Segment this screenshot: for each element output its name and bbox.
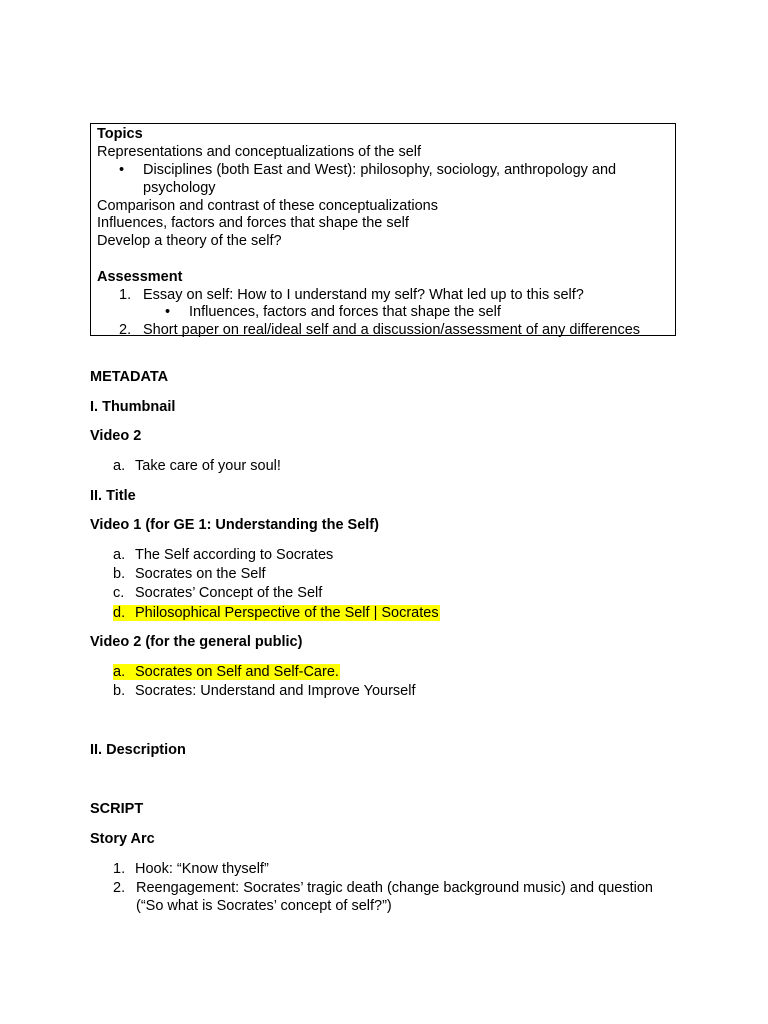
item-text: Socrates: Understand and Improve Yourself xyxy=(135,683,416,699)
item-text: Socrates on the Self xyxy=(135,566,266,582)
topics-table xyxy=(90,123,676,339)
highlight xyxy=(113,605,440,621)
list-item xyxy=(113,546,333,564)
topics-line: Comparison and contrast of these conceptualizations xyxy=(97,197,438,214)
item-marker: d. xyxy=(113,605,126,621)
topics-bullet-item xyxy=(97,161,675,197)
video2-heading: Video 2 (for the general public) xyxy=(90,634,303,650)
video1-heading: Video 1 (for GE 1: Understanding the Self) xyxy=(90,517,379,533)
item-marker: b. xyxy=(113,683,126,699)
metadata-heading: METADATA xyxy=(90,369,169,385)
topics-line: Influences, factors and forces that shape the self xyxy=(97,215,409,232)
list-item xyxy=(113,860,269,878)
story-arc-heading: Story Arc xyxy=(90,831,155,847)
bullet-marker: • xyxy=(119,161,125,178)
item-marker: 2. xyxy=(119,322,132,339)
title-heading: II. Title xyxy=(90,488,136,504)
list-item xyxy=(113,584,322,602)
description-heading: II. Description xyxy=(90,742,186,758)
item-marker: c. xyxy=(113,585,125,601)
list-item xyxy=(113,457,281,475)
assessment-item xyxy=(97,321,675,339)
item-marker: a. xyxy=(113,547,126,563)
thumbnail-video-heading: Video 2 xyxy=(90,428,142,444)
item-text: Short paper on real/ideal self and a discussion/assessment of any differences xyxy=(143,322,641,339)
topics-line: Representations and conceptualizations of the self xyxy=(97,143,422,160)
item-marker: 2. xyxy=(113,880,126,896)
list-item xyxy=(113,565,266,583)
item-text: Hook: “Know thyself” xyxy=(135,861,269,877)
item-marker: 1. xyxy=(119,286,132,303)
item-text: Socrates’ Concept of the Self xyxy=(135,585,323,601)
bullet-marker: • xyxy=(165,304,171,321)
topics-heading: Topics xyxy=(97,126,143,142)
list-item xyxy=(113,682,416,700)
item-marker: 1. xyxy=(113,861,126,877)
item-text: Socrates on Self and Self-Care. xyxy=(135,664,339,680)
highlighted-list-item xyxy=(113,604,440,622)
assessment-item xyxy=(97,286,675,304)
item-marker: a. xyxy=(113,664,126,680)
item-text: The Self according to Socrates xyxy=(135,547,334,563)
item-marker: b. xyxy=(113,566,126,582)
list-item xyxy=(113,879,683,915)
bullet-text: Influences, factors and forces that shape the self xyxy=(189,304,501,321)
item-text: Take care of your soul! xyxy=(135,458,281,474)
thumbnail-heading: I. Thumbnail xyxy=(90,399,176,415)
blank-line xyxy=(97,250,675,268)
assessment-sub-bullet xyxy=(97,303,675,321)
highlight xyxy=(113,664,340,680)
item-marker: a. xyxy=(113,458,126,474)
script-heading: SCRIPT xyxy=(90,801,144,817)
item-text: Essay on self: How to I understand my self? What led up to this self? xyxy=(143,286,584,303)
highlighted-list-item xyxy=(113,663,340,681)
topics-line: Develop a theory of the self? xyxy=(97,233,282,250)
item-text: Reengagement: Socrates’ tragic death (change background music) and question (“So what is Socrates’ concept of self?”) xyxy=(136,880,653,914)
bullet-text: Disciplines (both East and West): philosophy, sociology, anthropology and psychology xyxy=(143,161,617,196)
assessment-heading: Assessment xyxy=(97,268,183,285)
item-text: Philosophical Perspective of the Self | Socrates xyxy=(135,605,439,621)
